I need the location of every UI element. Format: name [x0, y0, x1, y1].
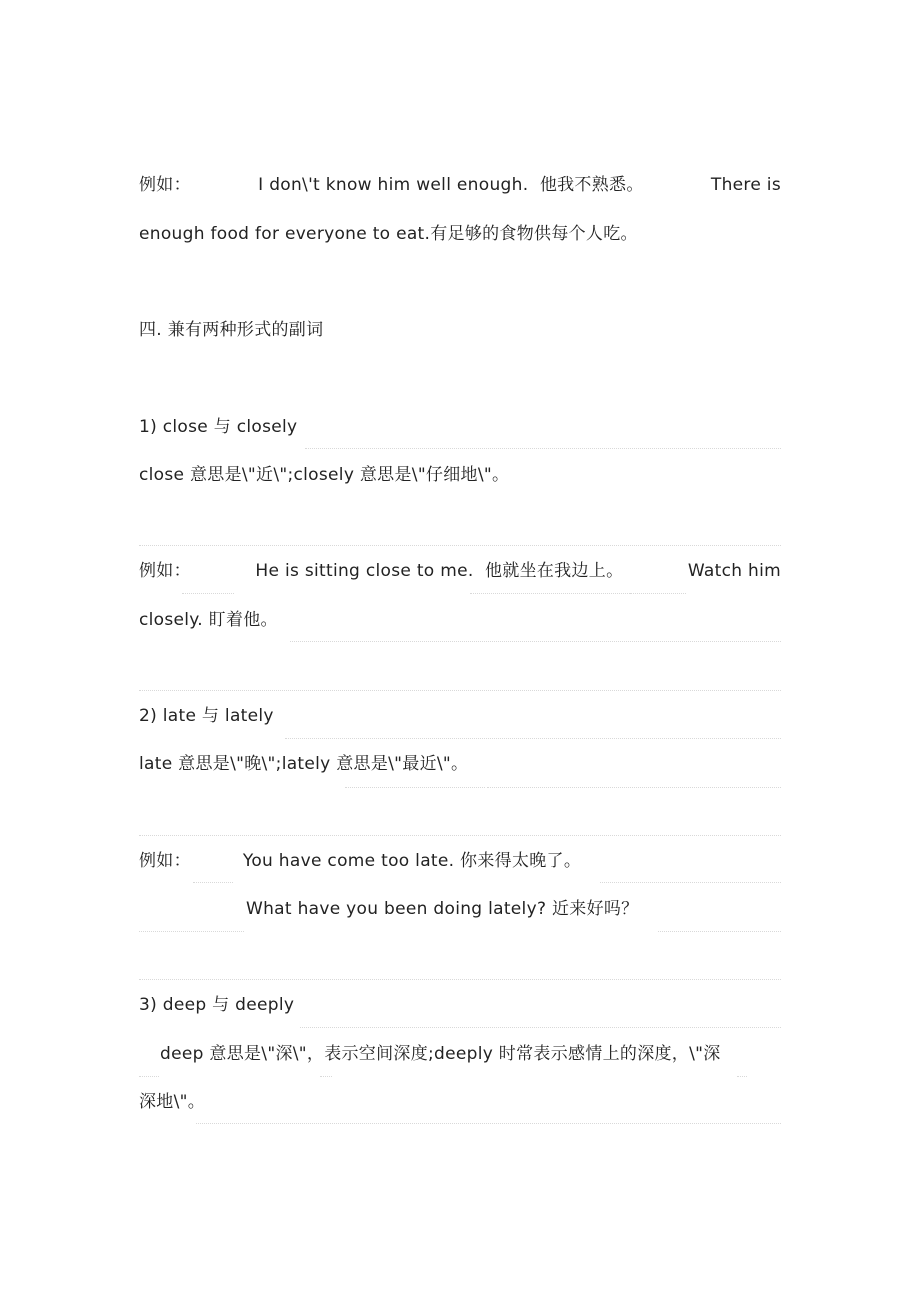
item-heading: 1) close 与 closely	[139, 417, 298, 437]
example-label: 例如：	[139, 851, 191, 871]
dotted-rule	[737, 1076, 747, 1077]
example-sentence	[258, 173, 643, 197]
dotted-rule	[139, 1076, 159, 1077]
example-line	[139, 559, 781, 583]
dotted-rule	[285, 738, 781, 739]
example-label: 例如：	[139, 561, 191, 581]
example-sentence	[255, 559, 623, 583]
dotted-rule	[300, 1027, 781, 1028]
example-sentence: What have you been doing lately? 近来好吗？	[246, 899, 639, 919]
item-heading: 2) late 与 lately	[139, 706, 274, 726]
example-sentence-start: There is	[710, 175, 781, 195]
dotted-rule	[345, 787, 485, 788]
item-heading: 3) deep 与 deeply	[139, 995, 295, 1015]
section-title: 四. 兼有两种形式的副词	[139, 320, 324, 340]
dotted-rule	[658, 931, 781, 932]
example-chinese: 他我不熟悉。	[539, 175, 644, 195]
dotted-rule	[193, 882, 233, 883]
example-chinese: 他就坐在我边上。	[484, 561, 624, 581]
dotted-rule	[182, 593, 234, 594]
dotted-rule	[487, 787, 781, 788]
dotted-rule	[139, 545, 781, 546]
example-label: 例如：	[139, 175, 191, 195]
dotted-rule	[290, 641, 781, 642]
example-line	[139, 849, 781, 873]
example-sentence: You have come too late. 你来得太晚了。	[242, 851, 582, 871]
dotted-rule	[139, 931, 244, 932]
example-continuation: closely. 盯着他。	[139, 610, 278, 630]
item-meaning: late 意思是\"晚\";lately 意思是\"最近\"。	[139, 754, 469, 774]
item-meaning: close 意思是\"近\";closely 意思是\"仔细地\"。	[139, 465, 510, 485]
dotted-rule	[320, 1076, 332, 1077]
example-english: I don\'t know him well enough.	[258, 175, 529, 195]
dotted-rule	[470, 593, 630, 594]
dotted-rule	[630, 593, 686, 594]
dotted-rule	[139, 690, 781, 691]
dotted-rule	[139, 979, 781, 980]
dotted-rule	[305, 448, 781, 449]
item-meaning-continuation: 深地\"。	[139, 1092, 206, 1112]
dotted-rule	[600, 882, 781, 883]
dotted-rule	[196, 1123, 781, 1124]
item-meaning: deep 意思是\"深\"，表示空间深度;deeply 时常表示感情上的深度，\"深	[160, 1044, 721, 1064]
dotted-rule	[139, 835, 781, 836]
example-sentence-start: Watch him	[687, 561, 781, 581]
example-line	[139, 173, 781, 197]
example-continuation: enough food for everyone to eat.有足够的食物供每个人吃。	[139, 224, 638, 244]
example-english: He is sitting close to me.	[255, 561, 474, 581]
